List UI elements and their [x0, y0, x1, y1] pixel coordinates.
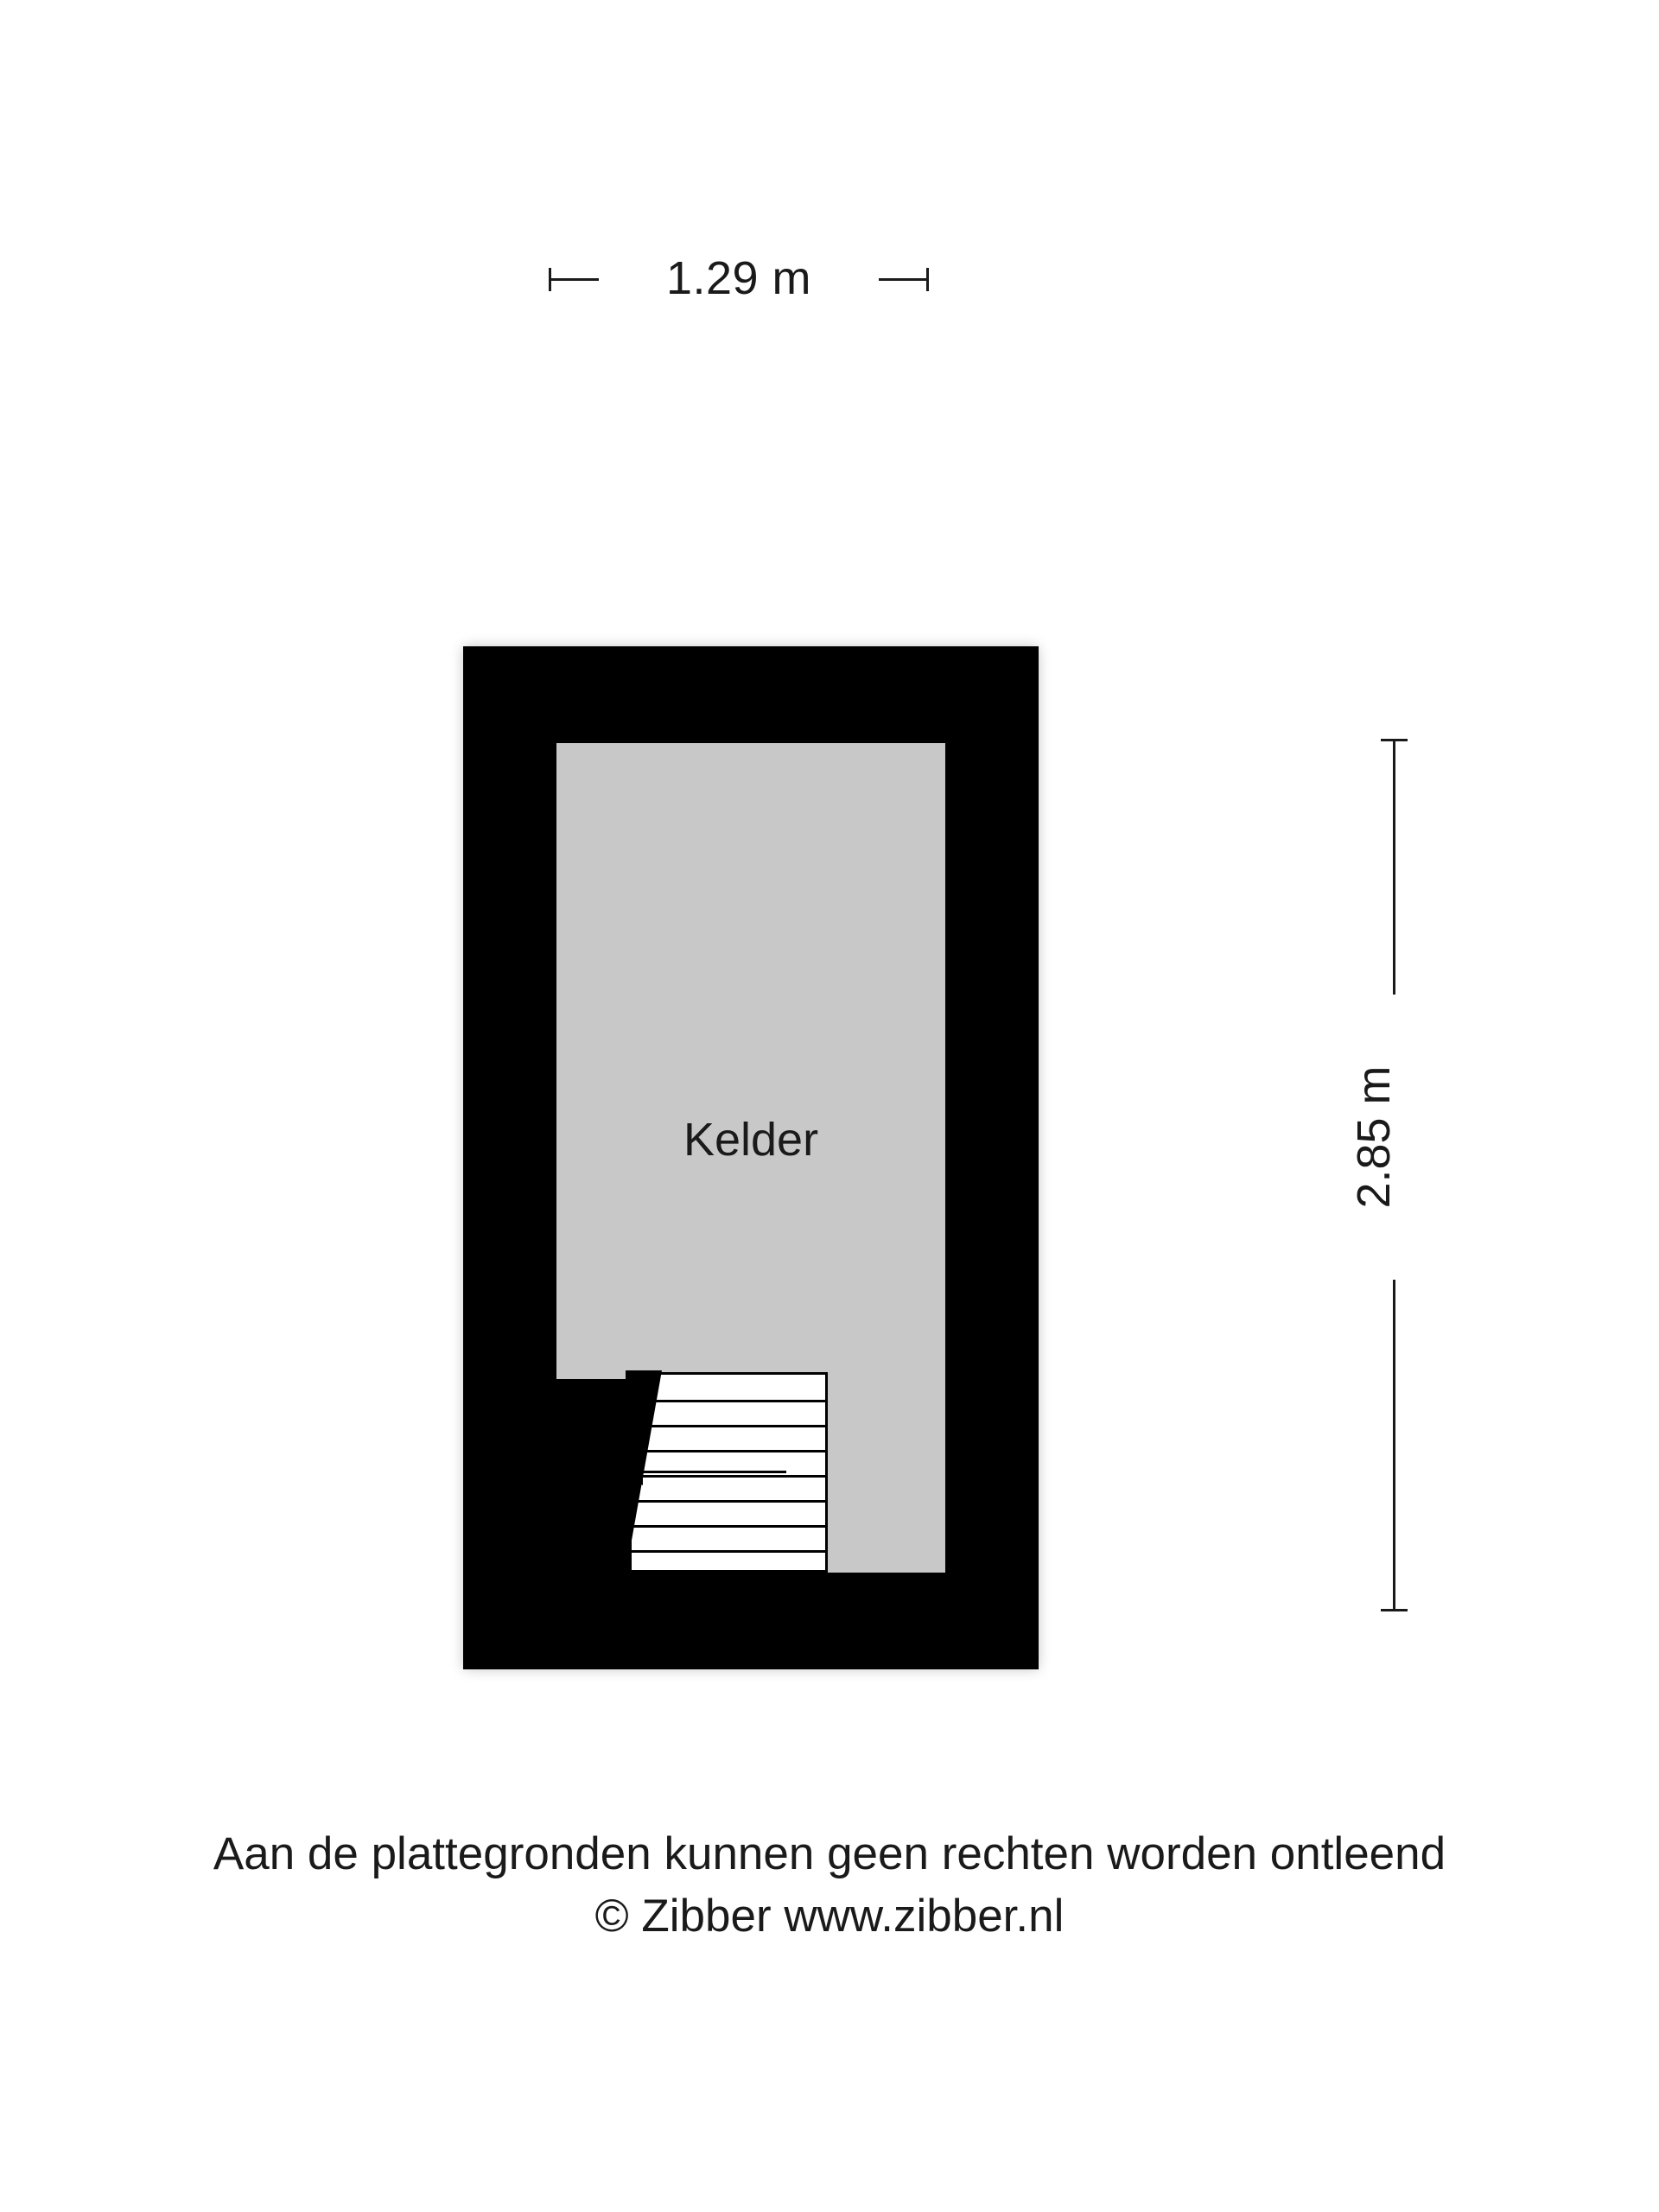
- height-dimension: [1348, 739, 1452, 1611]
- width-dimension-line-left: [549, 278, 599, 281]
- room-label-kelder: Kelder: [683, 1114, 819, 1166]
- footer: [0, 1823, 1659, 1948]
- stair-direction-arrow-icon: [620, 1459, 643, 1485]
- footer-disclaimer: Aan de plattegronden kunnen geen rechten worden ontleend: [213, 1828, 1446, 1879]
- height-dimension-tick-bottom: [1381, 1609, 1408, 1611]
- width-dimension: [536, 251, 942, 328]
- width-dimension-label: 1.29 m: [665, 252, 812, 304]
- stair-direction-line: [641, 1471, 786, 1473]
- width-dimension-line-right: [879, 278, 929, 281]
- footer-credit: © Zibber www.zibber.nl: [594, 1891, 1065, 1942]
- height-dimension-label: 2.85 m: [1347, 956, 1401, 1319]
- width-dimension-tick-right: [926, 268, 929, 291]
- plan-container: [463, 646, 1039, 1166]
